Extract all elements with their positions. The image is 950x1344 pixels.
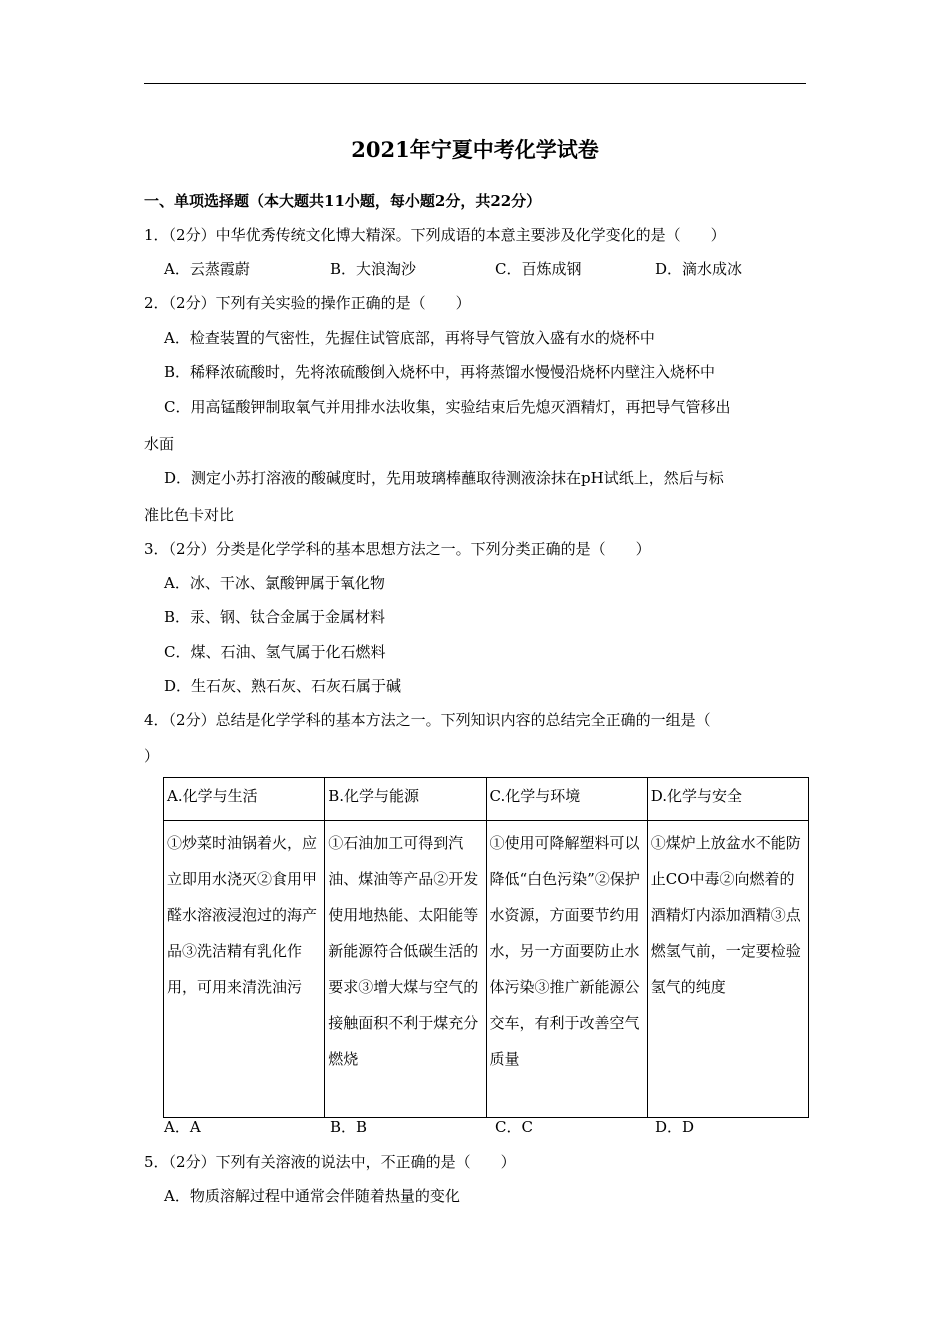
q4-option-d: D．D [655,1118,695,1136]
q4-stem-line1: 4．（2分）总结是化学学科的基本方法之一。下列知识内容的总结完全正确的一组是（ [144,711,711,729]
q2-option-d-line2: 准比色卡对比 [144,506,235,524]
q5-stem: 5．（2分）下列有关溶液的说法中，不正确的是（ ） [144,1153,516,1171]
q2-stem: 2．（2分）下列有关实验的操作正确的是（ ） [144,294,471,312]
q1-stem: 1．（2分）中华优秀传统文化博大精深。下列成语的本意主要涉及化学变化的是（ ） [144,226,726,244]
q2-option-d-line1: D．测定小苏打溶液的酸碱度时，先用玻璃棒蘸取待测液涂抹在pH试纸上，然后与标 [164,469,724,487]
q3-option-c: C．煤、石油、氢气属于化石燃料 [164,643,386,661]
q3-option-d: D．生石灰、熟石灰、石灰石属于碱 [164,677,402,695]
q3-option-b: B．汞、钢、钛合金属于金属材料 [164,608,386,626]
q4-header-a: A.化学与生活 [164,778,325,821]
q2-option-c-line2: 水面 [144,435,175,453]
q4-header-c: C.化学与环境 [486,778,647,821]
q1-option-d: D．滴水成冰 [655,260,743,278]
q4-cell-b: ①石油加工可得到汽油、煤油等产品②开发使用地热能、太阳能等新能源符合低碳生活的要求③增大煤与空气的接触面积不利于煤充分燃烧 [325,821,486,1118]
q4-option-c: C．C [495,1118,533,1136]
q2-option-b: B．稀释浓硫酸时，先将浓硫酸倒入烧杯中，再将蒸馏水慢慢沿烧杯内壁注入烧杯中 [164,363,716,381]
q4-option-b: B．B [330,1118,368,1136]
q1-option-b: B．大浪淘沙 [330,260,417,278]
q4-table [163,777,809,1118]
q3-stem: 3．（2分）分类是化学学科的基本思想方法之一。下列分类正确的是（ ） [144,540,651,558]
q1-option-a: A．云蒸霞蔚 [164,260,250,278]
q2-option-c-line1: C．用高锰酸钾制取氧气并用排水法收集，实验结束后先熄灭酒精灯，再把导气管移出 [164,398,731,416]
header-rule [144,83,806,84]
q4-header-d: D.化学与安全 [647,778,808,821]
q3-option-a: A．冰、干冰、氯酸钾属于氧化物 [164,574,385,592]
q2-option-a: A．检查装置的气密性，先握住试管底部，再将导气管放入盛有水的烧杯中 [164,329,655,347]
q5-option-a: A．物质溶解过程中通常会伴随着热量的变化 [164,1187,460,1205]
q4-table-body-row [164,821,809,1118]
q4-option-a: A．A [164,1118,201,1136]
q4-header-b: B.化学与能源 [325,778,486,821]
q1-option-c: C．百炼成钢 [495,260,582,278]
q4-cell-d: ①煤炉上放盆水不能防止CO中毒②向燃着的酒精灯内添加酒精③点燃氢气前，一定要检验氢气的纯度 [647,821,808,1118]
q4-stem-line2: ） [144,747,160,765]
q4-cell-c: ①使用可降解塑料可以降低“白色污染”②保护水资源，方面要节约用水，另一方面要防止水体污染③推广新能源公交车，有利于改善空气质量 [486,821,647,1118]
q4-cell-a: ①炒菜时油锅着火，应立即用水浇灭②食用甲醛水溶液浸泡过的海产品③洗洁精有乳化作用，可用来清洗油污 [164,821,325,1118]
section-heading: 一、单项选择题（本大题共11小题，每小题2分，共22分） [144,192,542,210]
page-title: 2021年宁夏中考化学试卷 [351,137,599,162]
q4-table-header-row [164,778,809,821]
